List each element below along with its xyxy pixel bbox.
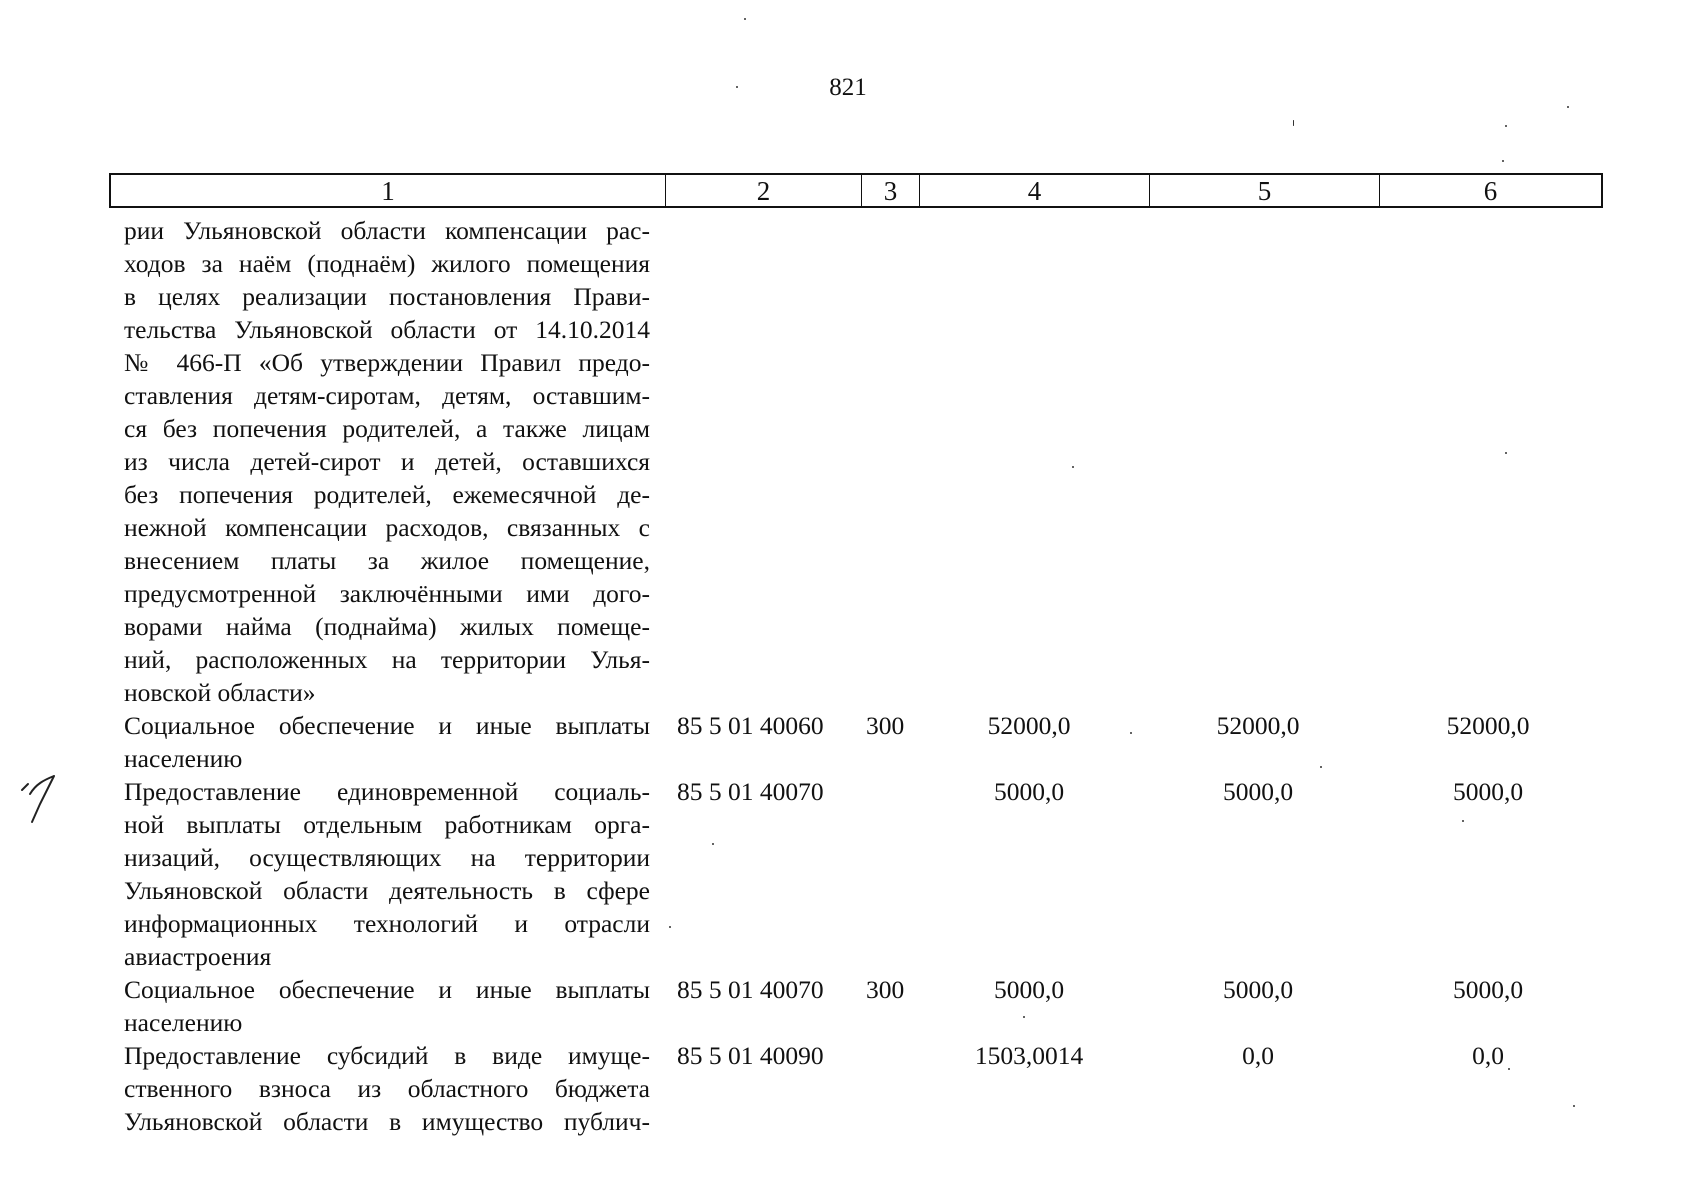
description-line: населению (124, 744, 243, 773)
description-line: № 466-П «Об утверждении Правил предо- (124, 348, 650, 377)
expense-type: 300 (866, 711, 905, 740)
description-line: без попечения родителей, ежемесячной де- (124, 480, 650, 509)
amount-col-4: 5000,0 (993, 975, 1065, 1004)
target-code: 85 5 01 40070 (677, 777, 824, 806)
row-description (124, 1039, 650, 1138)
scan-speck (1320, 766, 1322, 768)
description-line: низаций, осуществляющих на территории (124, 843, 650, 872)
scan-speck (1072, 466, 1074, 468)
row-description (124, 775, 650, 973)
description-line: рии Ульяновской области компенсации рас- (124, 216, 650, 245)
handwritten-mark-icon (18, 770, 68, 830)
description-line: Предоставление субсидий в виде имуще- (124, 1041, 650, 1070)
amount-col-6: 5000,0 (1452, 777, 1524, 806)
scan-speck (1293, 120, 1294, 126)
description-line: ставления детям-сиротам, детям, оставшим- (124, 381, 650, 410)
row-description (124, 214, 650, 709)
amount-col-4: 1503,0014 (974, 1041, 1084, 1070)
scan-speck (1462, 820, 1464, 822)
description-line: новской области» (124, 678, 316, 707)
scan-speck (1567, 106, 1569, 108)
header-col-6: 6 (1483, 176, 1498, 206)
description-line: информационных технологий и отрасли (124, 909, 650, 938)
row-description (124, 973, 650, 1039)
table-header-row (109, 173, 1603, 208)
scan-speck (1023, 1016, 1025, 1018)
description-line: внесением платы за жилое помещение, (124, 546, 650, 575)
amount-col-5: 52000,0 (1216, 711, 1300, 740)
target-code: 85 5 01 40090 (677, 1041, 824, 1070)
scan-speck (736, 86, 738, 88)
scan-speck (744, 18, 746, 20)
target-code: 85 5 01 40070 (677, 975, 824, 1004)
description-line: ний, расположенных на территории Улья- (124, 645, 650, 674)
description-line: ся без попечения родителей, а также лицам (124, 414, 650, 443)
scan-speck (1505, 452, 1507, 454)
target-code: 85 5 01 40060 (677, 711, 824, 740)
amount-col-6: 52000,0 (1446, 711, 1530, 740)
description-line: Ульяновской области деятельность в сфере (124, 876, 650, 905)
header-col-1: 1 (111, 175, 666, 206)
header-col-2: 2 (666, 175, 862, 206)
scan-speck (1130, 732, 1132, 734)
description-line: в целях реализации постановления Прави- (124, 282, 650, 311)
description-line: населению (124, 1008, 243, 1037)
amount-col-5: 0,0 (1242, 1041, 1274, 1070)
description-line: ственного взноса из областного бюджета (124, 1074, 650, 1103)
description-line: ной выплаты отдельным работникам орга- (124, 810, 650, 839)
amount-col-6: 5000,0 (1452, 975, 1524, 1004)
scan-speck (1502, 160, 1504, 162)
scan-speck (1573, 1105, 1575, 1107)
description-line: ходов за наём (поднаём) жилого помещения (124, 249, 650, 278)
description-line: Предоставление единовременной социаль- (124, 777, 650, 806)
header-col-5: 5 (1150, 175, 1380, 206)
row-description (124, 709, 650, 775)
expense-type: 300 (866, 975, 905, 1004)
header-col-3: 3 (862, 175, 920, 206)
description-line: нежной компенсации расходов, связанных с (124, 513, 650, 542)
amount-col-4: 5000,0 (993, 777, 1065, 806)
description-line: предусмотренной заключёнными ими дого- (124, 579, 650, 608)
scan-speck (712, 843, 714, 845)
description-line: Социальное обеспечение и иные выплаты (124, 975, 650, 1004)
amount-col-4: 52000,0 (987, 711, 1071, 740)
scan-speck (1508, 1068, 1510, 1070)
description-line: тельства Ульяновской области от 14.10.2014 (124, 315, 650, 344)
page-number: 821 (829, 74, 867, 101)
amount-col-5: 5000,0 (1222, 777, 1294, 806)
description-line: Ульяновской области в имущество публич- (124, 1107, 650, 1136)
description-line: ворами найма (поднайма) жилых помеще- (124, 612, 650, 641)
description-line: авиастроения (124, 942, 272, 971)
header-col-4: 4 (920, 175, 1150, 206)
amount-col-5: 5000,0 (1222, 975, 1294, 1004)
scan-speck (1505, 125, 1507, 127)
description-line: Социальное обеспечение и иные выплаты (124, 711, 650, 740)
scan-speck (669, 926, 671, 928)
description-line: из числа детей-сирот и детей, оставшихся (124, 447, 650, 476)
amount-col-6: 0,0 (1472, 1041, 1504, 1070)
